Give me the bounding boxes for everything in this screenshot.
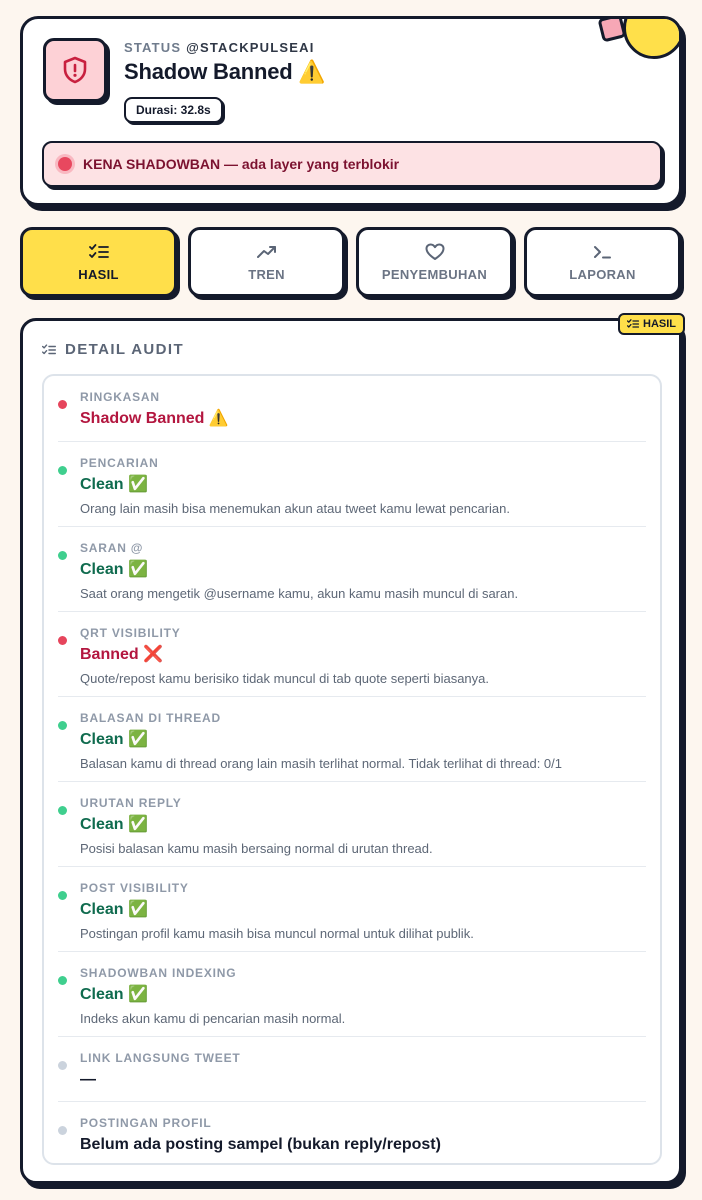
status-dot-green [58, 891, 67, 900]
row-label: LINK LANGSUNG TWEET [80, 1051, 241, 1065]
tab-label: LAPORAN [569, 266, 636, 282]
shield-alert-icon [43, 38, 107, 102]
row-value: Shadow Banned ⚠️ [80, 410, 229, 427]
tab-tren[interactable] [188, 227, 345, 297]
status-dot-red [58, 636, 67, 645]
row-description: Saat orang mengetik @username kamu, akun kamu masih muncul di saran. [80, 586, 519, 601]
audit-row-qrt-visibility [58, 612, 646, 697]
alert-banner [42, 141, 662, 187]
audit-row-link-langsung-tweet [58, 1037, 646, 1102]
tab-label: PENYEMBUHAN [381, 266, 488, 282]
row-description: Indeks akun kamu di pencarian masih normal. [80, 1011, 346, 1026]
status-dot-gray [58, 1126, 67, 1135]
audit-row-post-visibility [58, 867, 646, 952]
audit-row-postingan-profil [58, 1102, 646, 1163]
audit-row-balasan-di-thread [58, 697, 646, 782]
duration-badge: Durasi: 32.8s [124, 97, 223, 123]
status-card [20, 16, 682, 206]
row-description: Quote/repost kamu berisiko tidak muncul di tab quote seperti biasanya. [80, 671, 490, 686]
audit-card [20, 318, 682, 1184]
result-badge [618, 313, 685, 335]
audit-list [42, 374, 662, 1165]
row-value: Clean ✅ [80, 901, 148, 918]
audit-row-urutan-reply [58, 782, 646, 867]
section-heading [42, 341, 184, 358]
checklist-icon [627, 319, 639, 329]
audit-row-pencarian [58, 442, 646, 527]
row-label: SHADOWBAN INDEXING [80, 966, 237, 980]
status-dot-green [58, 976, 67, 985]
row-value: Banned ❌ [80, 646, 164, 663]
tab-bar [20, 227, 684, 299]
trending-up-icon [257, 243, 277, 261]
row-value: Clean ✅ [80, 986, 148, 1003]
alert-dot-icon [58, 157, 72, 171]
status-dot-green [58, 806, 67, 815]
checklist-icon [89, 243, 109, 261]
audit-row-saran [58, 527, 646, 612]
result-badge-label: HASIL [643, 318, 676, 330]
checklist-icon [42, 344, 56, 356]
tab-laporan[interactable] [524, 227, 681, 297]
row-label: RINGKASAN [80, 390, 160, 404]
status-dot-red [58, 400, 67, 409]
decorative-circle [623, 16, 682, 59]
section-heading-text: DETAIL AUDIT [65, 341, 185, 358]
row-label: BALASAN DI THREAD [80, 711, 221, 725]
row-value: Clean ✅ [80, 816, 148, 833]
alert-text: KENA SHADOWBAN — ada layer yang terblokir [83, 156, 400, 172]
account-handle: @STACKPULSEAI [186, 40, 315, 55]
row-description: Posisi balasan kamu masih bersaing normal di urutan thread. [80, 841, 433, 856]
row-description: Balasan kamu di thread orang lain masih terlihat normal. Tidak terlihat di thread: 0/1 [80, 756, 562, 771]
row-label: QRT VISIBILITY [80, 626, 181, 640]
row-value: Clean ✅ [80, 561, 148, 578]
row-description: Orang lain masih bisa menemukan akun atau tweet kamu lewat pencarian. [80, 501, 510, 516]
audit-row-ringkasan [58, 376, 646, 442]
heart-icon [425, 243, 445, 261]
status-label: STATUS [124, 40, 182, 55]
row-label: URUTAN REPLY [80, 796, 182, 810]
row-value: — [80, 1071, 96, 1088]
row-label: POSTINGAN PROFIL [80, 1116, 212, 1130]
status-line [124, 40, 315, 55]
row-value: Clean ✅ [80, 476, 148, 493]
row-description: Postingan profil kamu masih bisa muncul normal untuk dilihat publik. [80, 926, 474, 941]
tab-hasil[interactable] [20, 227, 177, 297]
page-title: Shadow Banned ⚠️ [124, 59, 326, 84]
status-dot-green [58, 551, 67, 560]
row-label: PENCARIAN [80, 456, 159, 470]
tab-penyembuhan[interactable] [356, 227, 513, 297]
row-label: SARAN @ [80, 541, 144, 555]
tab-label: TREN [248, 266, 285, 282]
decorative-square [597, 16, 626, 43]
status-dot-green [58, 721, 67, 730]
status-dot-gray [58, 1061, 67, 1070]
row-label: POST VISIBILITY [80, 881, 189, 895]
row-value: Belum ada posting sampel (bukan reply/repost) [80, 1136, 441, 1153]
audit-row-shadowban-indexing [58, 952, 646, 1037]
tab-label: HASIL [78, 266, 119, 282]
terminal-icon [593, 243, 613, 261]
row-value: Clean ✅ [80, 731, 148, 748]
status-dot-green [58, 466, 67, 475]
